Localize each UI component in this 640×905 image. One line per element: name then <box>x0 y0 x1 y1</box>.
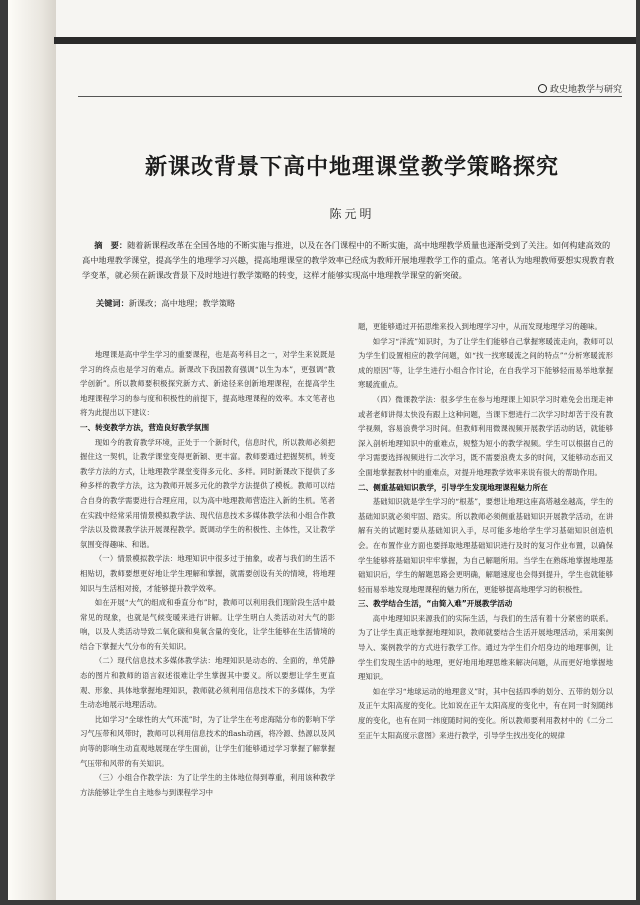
section-heading: 二、侧重基础知识教学，引导学生发现地理课程魅力所在 <box>358 482 548 492</box>
body-paragraph: 基础知识就是学生学习的“根基”，要想让地理这座高塔越垒越高，学生的基础知识就必须牢固、踏实。所以教师必须侧重基础知识开展教学活动，在讲解有关的试题时要从基础知识入手，尽可能多地给学生学习基础知识创造机会。在布置作业方面也要择取地理基础知识进行及时的复习作业布置，以确保学生能够将基础知识牢牢掌握，为自己解题所用。当学生在熟练地掌握地理基础知识后，学生的解题思路会更明确，解题速度也会得到提升，学生也就能够轻而易举地发现地理课程的魅力所在，更能够提高地理学习的积极性。 <box>358 497 613 594</box>
body-column-left <box>80 348 335 800</box>
body-column-right <box>358 320 613 743</box>
abstract-text: 随着新课程改革在全国各地的不断实施与推进，以及在各门课程中的不断实施，高中地理教学质量也逐渐受到了关注。如何构建高效的高中地理教学课堂，提高学生的地理学习兴趣，提高地理课堂的教学效率已经成为教师开展地理教学工作的重点。笔者认为地理教师要想实现教育教学变革，就必须在新课改背景下及时地进行教学策略的转变，这样才能够实现高中地理教学课堂的新突破。 <box>82 240 615 280</box>
section-rule <box>78 96 622 97</box>
body-paragraph: （四）微课教学法：很多学生在参与地理课上知识学习时难免会出现走神或者老师讲得太快没有跟上这种问题，当课下想进行二次学习时却苦于没有教学视频，容易浪费学习时间。但教师利用微课视频开展教学活动的话，就能够深入剖析地理知识中的重难点，规整为短小的教学视频。学生可以根据自己的学习需要选择视频进行二次学习，既不需要浪费太多的时间，又能够动态而又全面地掌握教材中的重难点，对提升地理教学效率来说有很大的帮助作用。 <box>358 394 613 477</box>
section-heading: 一、转变教学方法，营造良好教学氛围 <box>80 422 210 432</box>
body-paragraph: （一）情景模拟教学法：地理知识中很多过于抽象，或者与我们的生活不相贴切，教师要想更好地让学生理解和掌握，就需要创设有关的情境，将地理知识与生活相对接，才能够提升教学效率。 <box>80 554 335 593</box>
body-paragraph: （三）小组合作教学法：为了让学生的主体地位得到尊重，利用该种教学方法能够让学生自主地参与到课程学习中 <box>80 773 335 797</box>
keywords-label: 关键词： <box>96 298 129 308</box>
page-gutter <box>8 0 56 900</box>
body-paragraph: 如在学习“地球运动的地理意义”时，其中包括四季的划分、五带的划分以及正午太阳高度的变化。比如说在正午太阳高度的变化中，有在同一时刻随纬度的变化，也有在同一纬度随时间的变化。所以教师要利用教材中的《二分二至正午太阳高度示意图》来进行教学，引导学生找出变化的规律 <box>358 686 613 740</box>
body-paragraph: （二）现代信息技术多媒体教学法：地理知识是动态的、全面的，单凭静态的图片和教师的语言叙述很难让学生掌握其中要义。所以要想让学生更直观、形象、具体地掌握地理知识，教师就必须利用信息技术下的多媒体，为学生动态地展示地理活动。 <box>80 656 335 710</box>
keywords <box>96 298 618 309</box>
journal-page <box>8 0 636 900</box>
body-paragraph: 如学习“洋流”知识时，为了让学生们能够自己掌握寒暖流走向，教师可以为学生们设置相应的教学问题，如“找一找寒暖流之间的特点”“分析寒暖流形成的原因”等，让学生进行小组合作讨论，在自我学习下能够轻而易举地掌握寒暖流重点。 <box>358 336 613 390</box>
article-title: 新课改背景下高中地理课堂教学策略探究 <box>144 155 559 180</box>
article-author: 陈元明 <box>329 207 375 221</box>
abstract <box>82 238 618 283</box>
header-rule <box>54 37 636 44</box>
section-label <box>538 82 622 95</box>
abstract-label: 摘 要： <box>94 240 128 250</box>
body-paragraph: 比如学习“全球性的大气环流”时，为了让学生在考虑海陆分布的影响下学习气压带和风带时，教师可以利用信息技术的flash动画，将冷源、热源以及风向等的影响生动直观地展现在学生面前，让学生们能够通过学习掌握了解掌握气压带和风带的有关知识。 <box>80 714 335 768</box>
body-paragraph: 如在开展“大气的组成和垂直分布”时，教师可以利用我们现阶段生活中最常见的现象，也就是气候变暖来进行讲解。让学生明白人类活动对大气的影响，以及人类活动导致二氧化碳和臭氧含量的变化，让学生能够在生活情境的结合下掌握大气分布的有关知识。 <box>80 598 335 651</box>
section-label-text: 政史地教学与研究 <box>549 85 622 95</box>
section-heading: 三、教学结合生活，“由简入难”开展教学活动 <box>358 599 513 609</box>
body-paragraph: 地理课是高中学生学习的重要课程，也是高考科目之一，对学生来说既是学习的终点也是学习的难点。新课改下我国教育强调“以生为本”，更强调“教学创新”。所以教师要积极探究新方式、新途径来创新地理课程，在提高学生地理课程学习的参与度和积极性的前提下，提高地理课程的效率。本文笔者也将为此提出以下建议： <box>80 350 335 418</box>
bullet-icon <box>538 84 547 93</box>
keywords-text: 新课改；高中地理；教学策略 <box>128 298 236 308</box>
body-paragraph: 高中地理知识来源我们的实际生活，与我们的生活有着十分紧密的联系。为了让学生真正地掌握地理知识，教师就要结合生活开展地理活动，采用案例导入、案例教学的方式进行教学工作。通过为学生们介绍身边的地理事例，让学生们发现生活中的地理，更好地用地理思维来解决问题，从而更好地掌握地理知识。 <box>358 613 613 682</box>
body-paragraph: 题，更能够通过开拓思维来投入到地理学习中，从而发现地理学习的趣味。 <box>358 322 602 331</box>
body-paragraph: 现如今的教育教学环境，正处于一个新时代，信息时代，所以教师必须把握住这一契机，让教学课堂变得更新颖、更丰富。教师要通过把握契机，转变教学方法的方式，让地理教学课堂变得多元化、多样。同时新课改下提供了多种多样的教学方法，这为教师开展多元化的教学方法提供了模板。教师可以结合自身的教学需要进行合理应用，以为高中地理教师营造注入新的生机。笔者在实践中经常采用情景模拟教学法、现代信息技术多媒体教学法和小组合作教学法以及微课教学法开展课程教学。既调动学生的积极性、主体性，又让教学氛围变得趣味、和谐。 <box>80 437 335 549</box>
